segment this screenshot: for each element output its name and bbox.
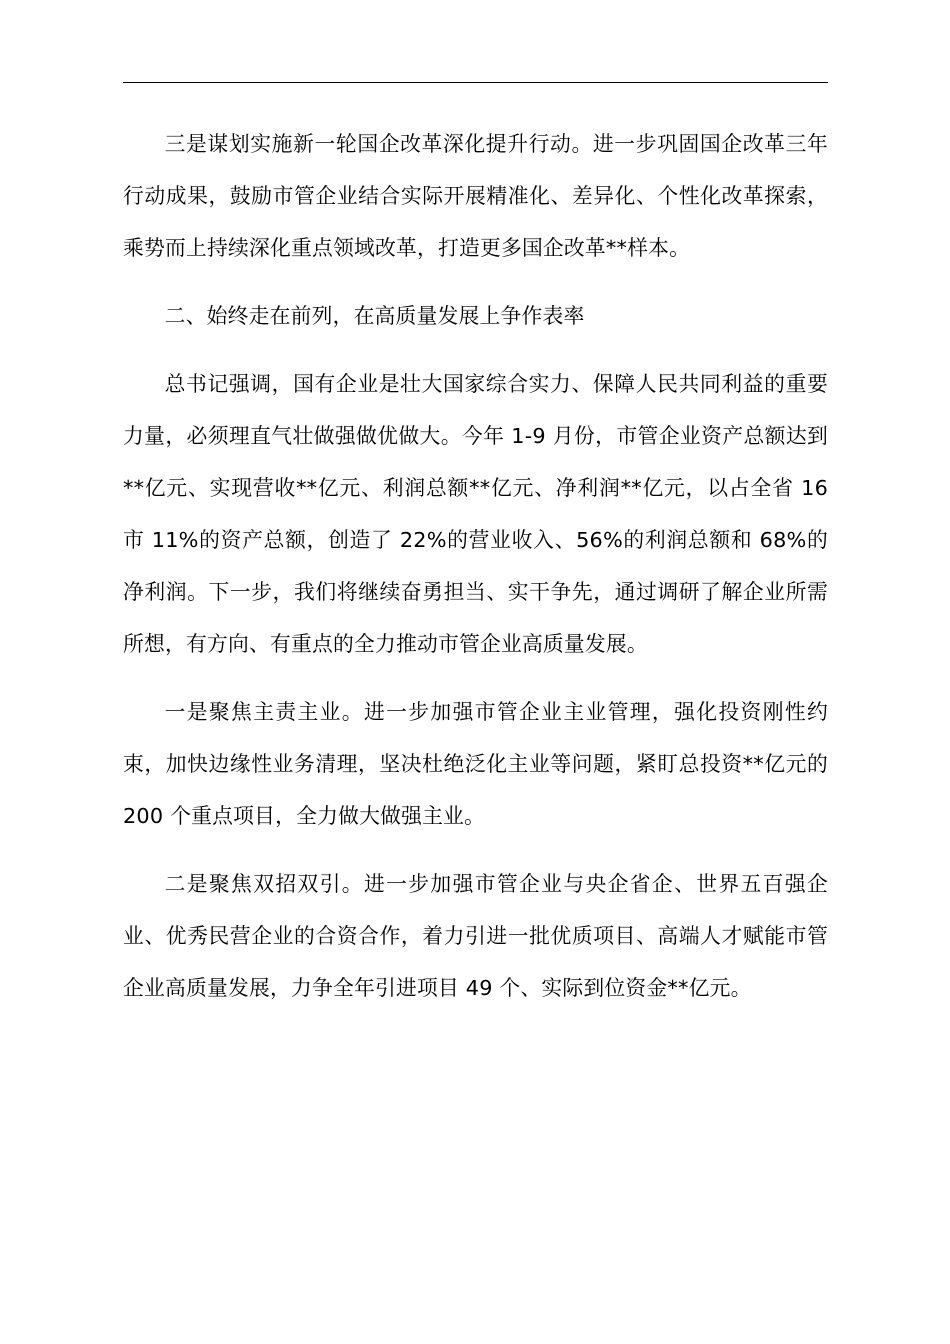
paragraph-main-business: 一是聚焦主责主业。进一步加强市管企业主业管理，强化投资刚性约束，加快边缘性业务清理，坚决杜绝泛化主业等问题，紧盯总投资**亿元的 200 个重点项目，全力做大做强主业。 (123, 700, 828, 828)
paragraph-investment-attraction: 二是聚焦双招双引。进一步加强市管企业与央企省企、世界五百强企业、优秀民营企业的合资合作，着力引进一批优质项目、高端人才赋能市管企业高质量发展，力争全年引进项目 49 个、实际到位资金**亿元。 (123, 872, 828, 1000)
paragraph-overview: 总书记强调，国有企业是壮大国家综合实力、保障人民共同利益的重要力量，必须理直气壮做强做优做大。今年 1-9 月份，市管企业资产总额达到**亿元、实现营收**亿元、利润总额**亿元、净利润**亿元，以占全省 16 市 11%的资产总额，创造了 22%的营业收入、56%的利润总额和 68%的净利润。下一步，我们将继续奋勇担当、实干争先，通过调研了解企业所需所想，有方向、有重点的全力推动市管企业高质量发展。 (123, 372, 828, 656)
section-heading: 二、始终走在前列，在高质量发展上争作表率 (164, 304, 585, 328)
header-rule (123, 82, 828, 83)
paragraph-reform-action: 三是谋划实施新一轮国企改革深化提升行动。进一步巩固国企改革三年行动成果，鼓励市管企业结合实际开展精准化、差异化、个性化改革探索，乘势而上持续深化重点领域改革，打造更多国企改革**样本。 (123, 132, 828, 260)
document-body (123, 118, 828, 1030)
